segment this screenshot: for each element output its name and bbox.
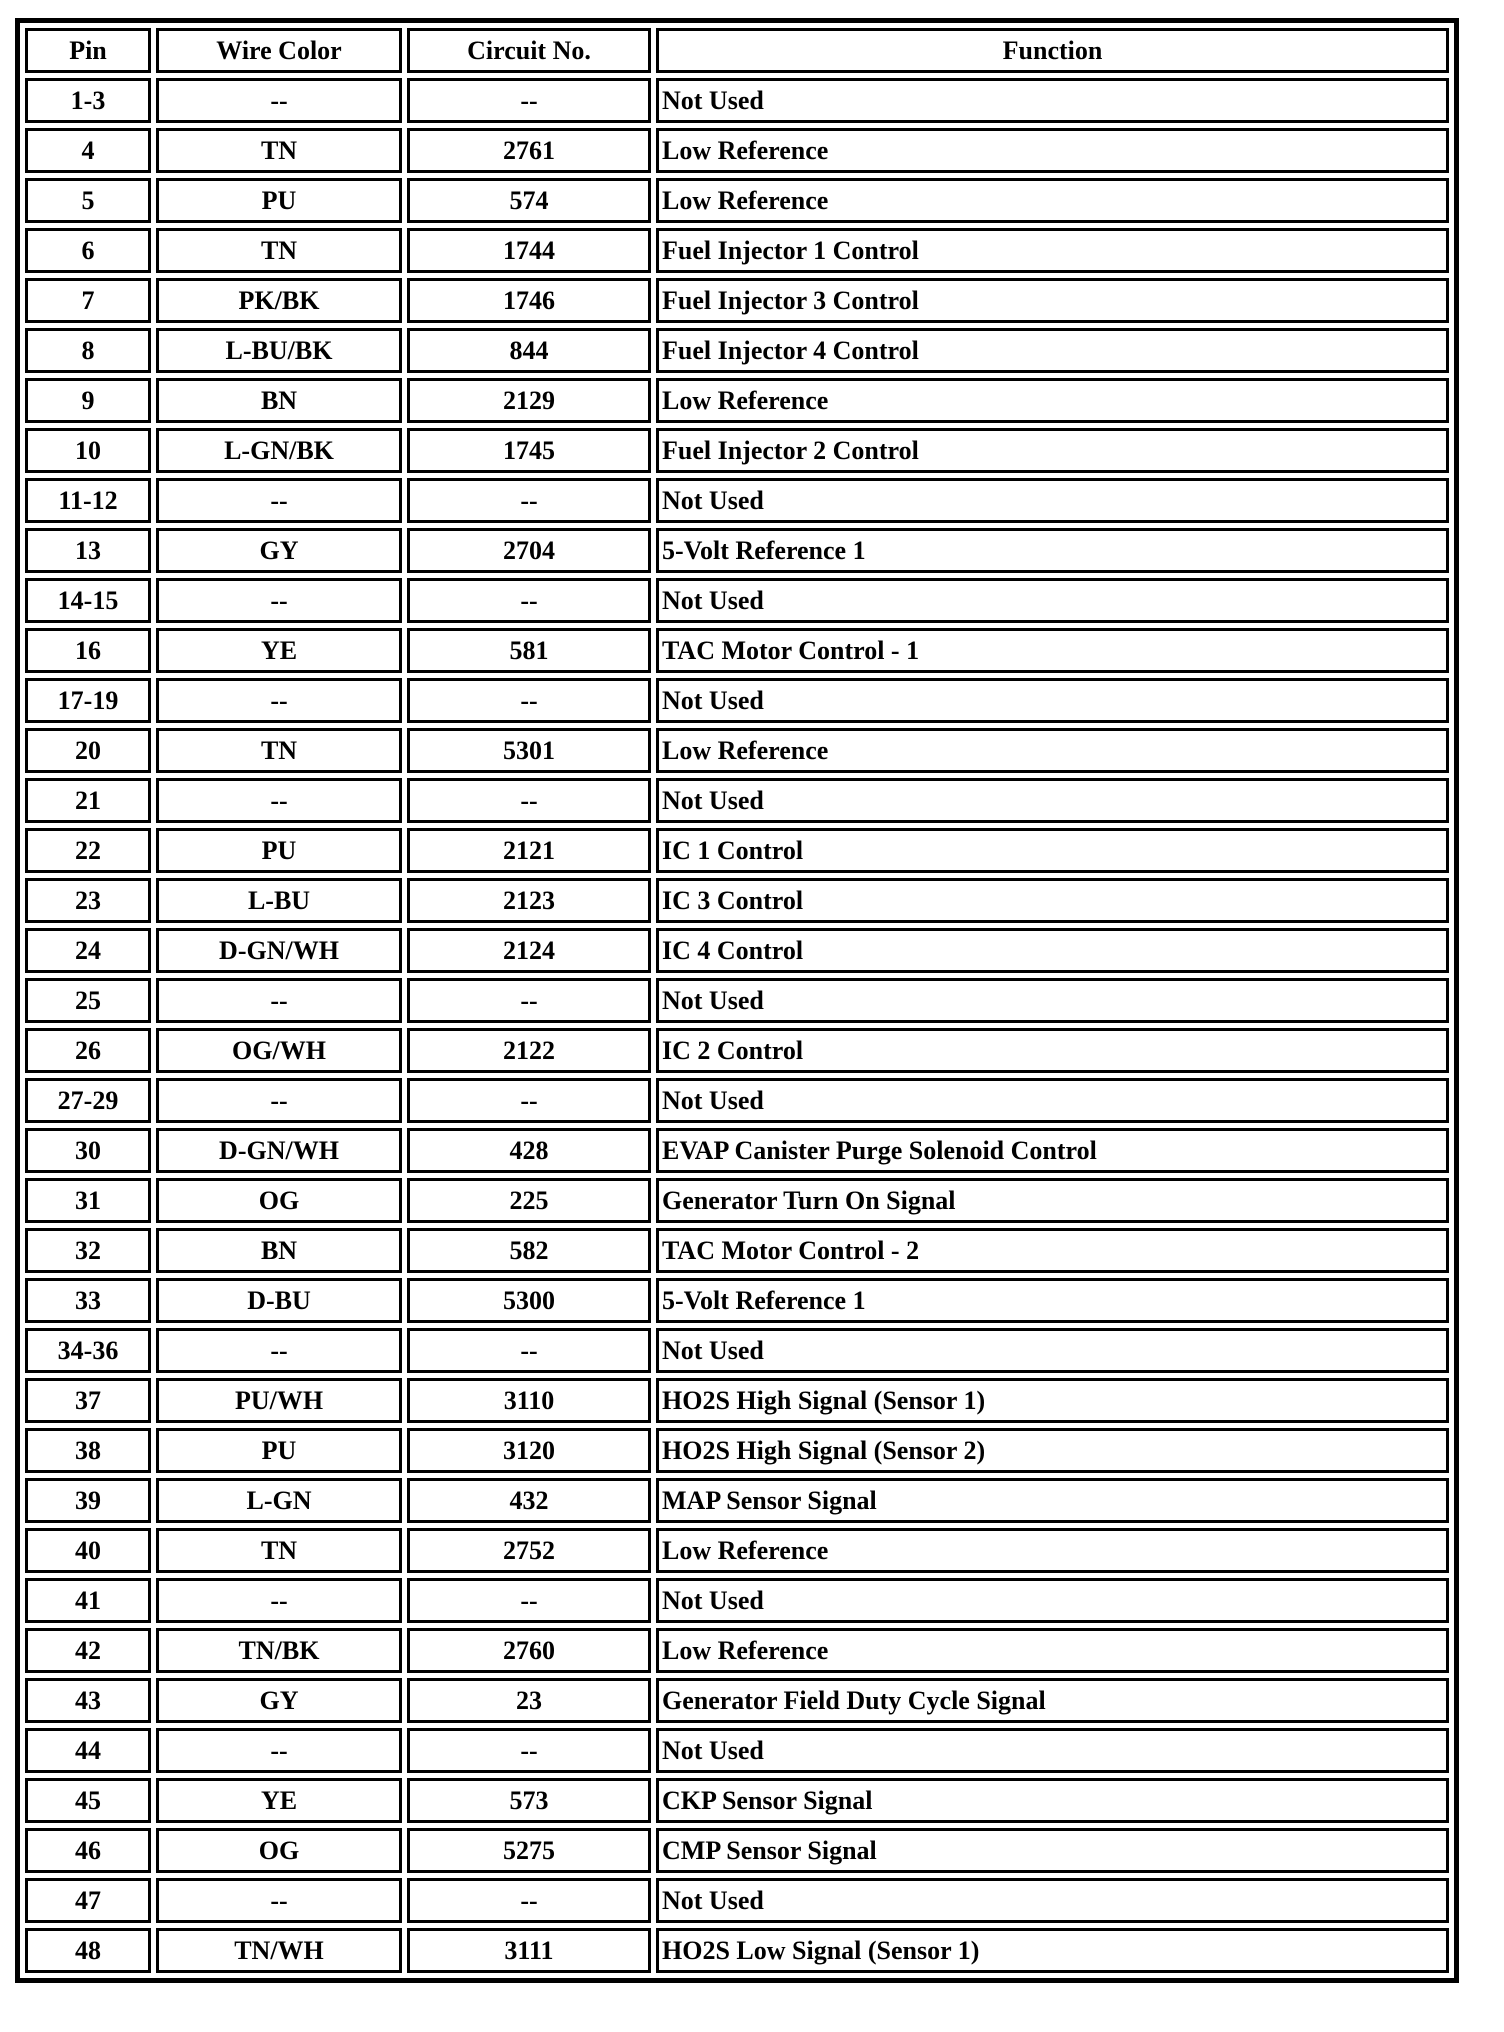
table-row: [25, 1528, 1449, 1573]
wire-color-cell: --: [156, 78, 402, 123]
table-row: [25, 78, 1449, 123]
function-cell: Not Used: [656, 1328, 1449, 1373]
pin-cell: 6: [25, 228, 151, 273]
wire-color-cell: BN: [156, 1228, 402, 1273]
pin-cell: 1-3: [25, 78, 151, 123]
circuit-no-cell: 2129: [407, 378, 651, 423]
wire-color-cell: --: [156, 1578, 402, 1623]
wire-color-cell: L-GN/BK: [156, 428, 402, 473]
table-row: [25, 628, 1449, 673]
pin-cell: 42: [25, 1628, 151, 1673]
function-cell: Generator Field Duty Cycle Signal: [656, 1678, 1449, 1723]
header-row: [25, 28, 1449, 73]
pin-cell: 4: [25, 128, 151, 173]
circuit-no-cell: 574: [407, 178, 651, 223]
wire-color-cell: BN: [156, 378, 402, 423]
wire-color-cell: TN/BK: [156, 1628, 402, 1673]
table-row: [25, 928, 1449, 973]
wire-color-cell: L-BU: [156, 878, 402, 923]
table-row: [25, 1328, 1449, 1373]
table-row: [25, 678, 1449, 723]
wire-color-cell: D-GN/WH: [156, 928, 402, 973]
wire-color-cell: OG: [156, 1828, 402, 1873]
function-cell: Fuel Injector 1 Control: [656, 228, 1449, 273]
circuit-no-cell: --: [407, 1078, 651, 1123]
column-header-circuit-no: Circuit No.: [407, 28, 651, 73]
pin-cell: 40: [25, 1528, 151, 1573]
wire-color-cell: L-GN: [156, 1478, 402, 1523]
function-cell: IC 1 Control: [656, 828, 1449, 873]
circuit-no-cell: 844: [407, 328, 651, 373]
function-cell: IC 4 Control: [656, 928, 1449, 973]
pin-cell: 32: [25, 1228, 151, 1273]
circuit-no-cell: --: [407, 578, 651, 623]
table-row: [25, 1078, 1449, 1123]
pin-cell: 25: [25, 978, 151, 1023]
pin-cell: 41: [25, 1578, 151, 1623]
pin-cell: 33: [25, 1278, 151, 1323]
table-row: [25, 1128, 1449, 1173]
circuit-no-cell: 2704: [407, 528, 651, 573]
wire-color-cell: GY: [156, 528, 402, 573]
circuit-no-cell: 2123: [407, 878, 651, 923]
pin-cell: 13: [25, 528, 151, 573]
circuit-no-cell: --: [407, 978, 651, 1023]
table-row: [25, 378, 1449, 423]
function-cell: Not Used: [656, 1578, 1449, 1623]
pin-cell: 44: [25, 1728, 151, 1773]
table-row: [25, 778, 1449, 823]
table-row: [25, 1928, 1449, 1973]
table-row: [25, 1628, 1449, 1673]
table-row: [25, 1828, 1449, 1873]
function-cell: Not Used: [656, 978, 1449, 1023]
function-cell: Not Used: [656, 678, 1449, 723]
wire-color-cell: --: [156, 1078, 402, 1123]
table-row: [25, 1578, 1449, 1623]
wire-color-cell: TN: [156, 728, 402, 773]
table-row: [25, 478, 1449, 523]
circuit-no-cell: 225: [407, 1178, 651, 1223]
table-row: [25, 528, 1449, 573]
function-cell: Not Used: [656, 1728, 1449, 1773]
function-cell: 5-Volt Reference 1: [656, 1278, 1449, 1323]
circuit-no-cell: --: [407, 478, 651, 523]
wire-color-cell: --: [156, 978, 402, 1023]
wire-color-cell: --: [156, 578, 402, 623]
pin-cell: 21: [25, 778, 151, 823]
pin-cell: 16: [25, 628, 151, 673]
wire-color-cell: PU/WH: [156, 1378, 402, 1423]
function-cell: Low Reference: [656, 378, 1449, 423]
pin-cell: 38: [25, 1428, 151, 1473]
table-row: [25, 128, 1449, 173]
pin-cell: 48: [25, 1928, 151, 1973]
circuit-no-cell: 432: [407, 1478, 651, 1523]
wire-color-cell: --: [156, 1328, 402, 1373]
wire-color-cell: --: [156, 1878, 402, 1923]
table-row: [25, 1228, 1449, 1273]
function-cell: Low Reference: [656, 1528, 1449, 1573]
circuit-no-cell: --: [407, 1728, 651, 1773]
function-cell: Generator Turn On Signal: [656, 1178, 1449, 1223]
column-header-wire-color: Wire Color: [156, 28, 402, 73]
function-cell: Fuel Injector 3 Control: [656, 278, 1449, 323]
wire-color-cell: TN: [156, 228, 402, 273]
column-header-function: Function: [656, 28, 1449, 73]
function-cell: CKP Sensor Signal: [656, 1778, 1449, 1823]
wire-color-cell: OG: [156, 1178, 402, 1223]
table-row: [25, 1878, 1449, 1923]
table-row: [25, 1728, 1449, 1773]
pin-cell: 9: [25, 378, 151, 423]
table-row: [25, 1778, 1449, 1823]
table-row: [25, 328, 1449, 373]
wire-color-cell: PU: [156, 178, 402, 223]
circuit-no-cell: 3111: [407, 1928, 651, 1973]
circuit-no-cell: 428: [407, 1128, 651, 1173]
function-cell: HO2S Low Signal (Sensor 1): [656, 1928, 1449, 1973]
wire-color-cell: D-GN/WH: [156, 1128, 402, 1173]
circuit-no-cell: 2122: [407, 1028, 651, 1073]
function-cell: Not Used: [656, 1078, 1449, 1123]
pinout-table: [15, 18, 1459, 1983]
table-row: [25, 578, 1449, 623]
table-row: [25, 1478, 1449, 1523]
table-row: [25, 1428, 1449, 1473]
pin-cell: 43: [25, 1678, 151, 1723]
function-cell: HO2S High Signal (Sensor 1): [656, 1378, 1449, 1423]
function-cell: IC 3 Control: [656, 878, 1449, 923]
circuit-no-cell: 3120: [407, 1428, 651, 1473]
circuit-no-cell: 5301: [407, 728, 651, 773]
function-cell: Not Used: [656, 478, 1449, 523]
circuit-no-cell: 2761: [407, 128, 651, 173]
table-row: [25, 1028, 1449, 1073]
table-row: [25, 878, 1449, 923]
pin-cell: 11-12: [25, 478, 151, 523]
circuit-no-cell: 5300: [407, 1278, 651, 1323]
table-row: [25, 828, 1449, 873]
table-row: [25, 228, 1449, 273]
wire-color-cell: D-BU: [156, 1278, 402, 1323]
circuit-no-cell: 2121: [407, 828, 651, 873]
table-row: [25, 978, 1449, 1023]
pin-cell: 34-36: [25, 1328, 151, 1373]
pin-cell: 22: [25, 828, 151, 873]
function-cell: HO2S High Signal (Sensor 2): [656, 1428, 1449, 1473]
circuit-no-cell: 1746: [407, 278, 651, 323]
table-row: [25, 178, 1449, 223]
pin-cell: 8: [25, 328, 151, 373]
wire-color-cell: --: [156, 478, 402, 523]
pin-cell: 10: [25, 428, 151, 473]
table-row: [25, 428, 1449, 473]
circuit-no-cell: 581: [407, 628, 651, 673]
function-cell: EVAP Canister Purge Solenoid Control: [656, 1128, 1449, 1173]
function-cell: Not Used: [656, 78, 1449, 123]
pin-cell: 17-19: [25, 678, 151, 723]
wire-color-cell: YE: [156, 1778, 402, 1823]
wire-color-cell: GY: [156, 1678, 402, 1723]
pin-cell: 39: [25, 1478, 151, 1523]
circuit-no-cell: --: [407, 778, 651, 823]
circuit-no-cell: --: [407, 1578, 651, 1623]
pin-cell: 5: [25, 178, 151, 223]
function-cell: Low Reference: [656, 178, 1449, 223]
wire-color-cell: TN: [156, 1528, 402, 1573]
pin-cell: 30: [25, 1128, 151, 1173]
circuit-no-cell: 1745: [407, 428, 651, 473]
circuit-no-cell: 23: [407, 1678, 651, 1723]
wire-color-cell: --: [156, 1728, 402, 1773]
wire-color-cell: --: [156, 778, 402, 823]
pin-cell: 27-29: [25, 1078, 151, 1123]
function-cell: IC 2 Control: [656, 1028, 1449, 1073]
pin-cell: 26: [25, 1028, 151, 1073]
circuit-no-cell: --: [407, 78, 651, 123]
wire-color-cell: L-BU/BK: [156, 328, 402, 373]
function-cell: Fuel Injector 4 Control: [656, 328, 1449, 373]
table-row: [25, 1378, 1449, 1423]
circuit-no-cell: --: [407, 678, 651, 723]
function-cell: TAC Motor Control - 1: [656, 628, 1449, 673]
function-cell: Low Reference: [656, 1628, 1449, 1673]
table-body: [25, 78, 1449, 1973]
function-cell: Fuel Injector 2 Control: [656, 428, 1449, 473]
circuit-no-cell: 3110: [407, 1378, 651, 1423]
table-row: [25, 1278, 1449, 1323]
table-row: [25, 728, 1449, 773]
function-cell: Low Reference: [656, 128, 1449, 173]
circuit-no-cell: 2760: [407, 1628, 651, 1673]
function-cell: MAP Sensor Signal: [656, 1478, 1449, 1523]
circuit-no-cell: 5275: [407, 1828, 651, 1873]
pin-cell: 7: [25, 278, 151, 323]
wire-color-cell: YE: [156, 628, 402, 673]
circuit-no-cell: 582: [407, 1228, 651, 1273]
wire-color-cell: PK/BK: [156, 278, 402, 323]
table-row: [25, 1678, 1449, 1723]
pin-cell: 14-15: [25, 578, 151, 623]
pin-cell: 20: [25, 728, 151, 773]
circuit-no-cell: 1744: [407, 228, 651, 273]
wire-color-cell: OG/WH: [156, 1028, 402, 1073]
function-cell: Low Reference: [656, 728, 1449, 773]
column-header-pin: Pin: [25, 28, 151, 73]
function-cell: 5-Volt Reference 1: [656, 528, 1449, 573]
pin-cell: 45: [25, 1778, 151, 1823]
function-cell: TAC Motor Control - 2: [656, 1228, 1449, 1273]
pin-cell: 46: [25, 1828, 151, 1873]
function-cell: Not Used: [656, 778, 1449, 823]
circuit-no-cell: 573: [407, 1778, 651, 1823]
function-cell: Not Used: [656, 578, 1449, 623]
table-row: [25, 1178, 1449, 1223]
wire-color-cell: TN/WH: [156, 1928, 402, 1973]
wire-color-cell: --: [156, 678, 402, 723]
table-row: [25, 278, 1449, 323]
wire-color-cell: TN: [156, 128, 402, 173]
pin-cell: 23: [25, 878, 151, 923]
wire-color-cell: PU: [156, 828, 402, 873]
circuit-no-cell: --: [407, 1878, 651, 1923]
pin-cell: 31: [25, 1178, 151, 1223]
circuit-no-cell: 2124: [407, 928, 651, 973]
pin-cell: 47: [25, 1878, 151, 1923]
circuit-no-cell: 2752: [407, 1528, 651, 1573]
circuit-no-cell: --: [407, 1328, 651, 1373]
function-cell: Not Used: [656, 1878, 1449, 1923]
wire-color-cell: PU: [156, 1428, 402, 1473]
pin-cell: 37: [25, 1378, 151, 1423]
function-cell: CMP Sensor Signal: [656, 1828, 1449, 1873]
pin-cell: 24: [25, 928, 151, 973]
